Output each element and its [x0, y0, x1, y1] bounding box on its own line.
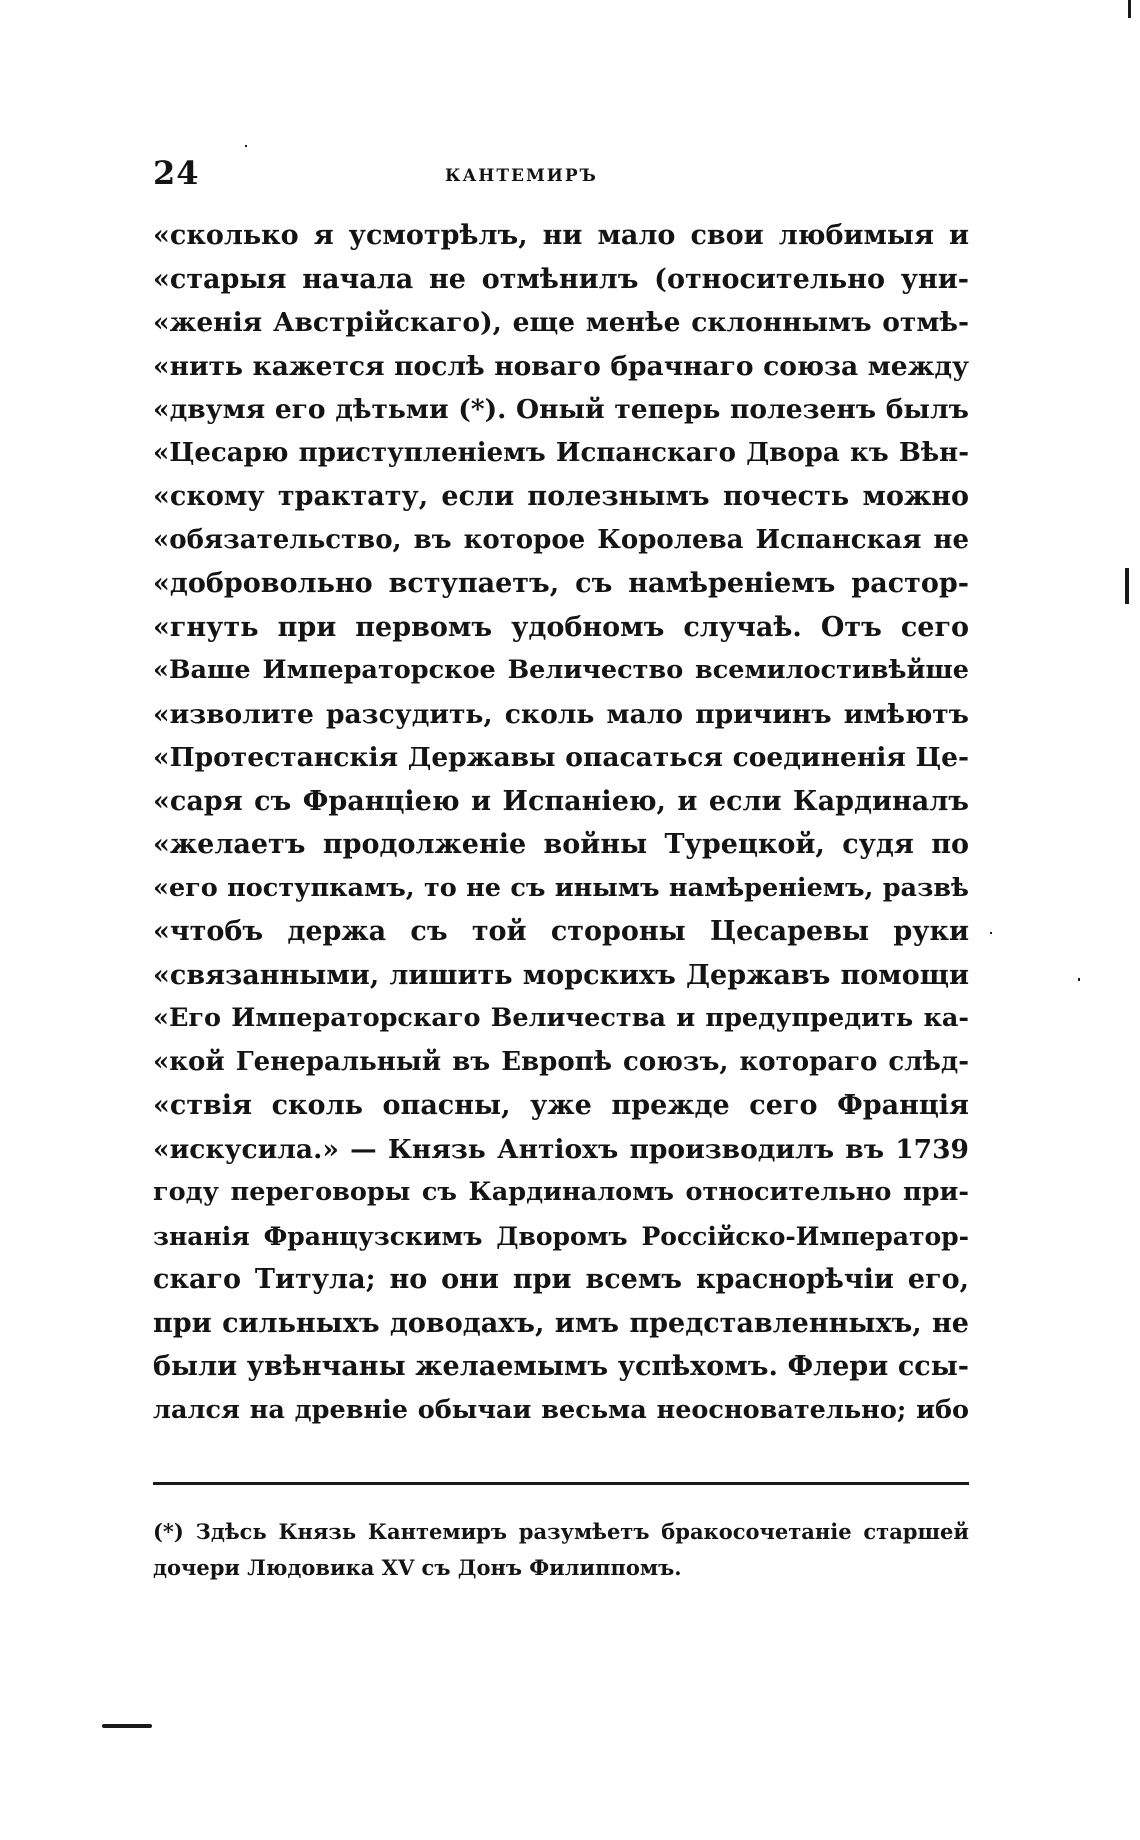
- text-line: «двумя его дѣтьми (*). Оный теперь полезенъ былъ: [153, 394, 969, 425]
- scan-mark: [245, 145, 247, 147]
- text-line: скаго Титула; но они при всемъ краснорѣчіи его,: [153, 1264, 969, 1295]
- text-line: лался на древніе обычаи весьма неосновательно; ибо: [153, 1394, 969, 1425]
- text-line: «женія Австрійскаго), еще менѣе склоннымъ отмѣ-: [153, 307, 969, 338]
- text-line: «старыя начала не отмѣнилъ (относительно уни-: [153, 263, 969, 295]
- text-line: «связанными, лишить морскихъ Державъ помощи: [153, 959, 969, 991]
- text-line: при сильныхъ доводахъ, имъ представленныхъ, не: [153, 1307, 969, 1339]
- text-line: были увѣнчаны желаемымъ успѣхомъ. Флери ссы-: [153, 1351, 969, 1382]
- text-line: «Ваше Императорское Величество всемилостивѣйше: [153, 655, 969, 685]
- text-line: «Его Императорскаго Величества и предупредить ка-: [153, 1003, 969, 1033]
- scan-mark: [102, 1724, 152, 1728]
- text-line: «искусила.» — Князь Антіохъ производилъ въ 1739: [153, 1133, 969, 1165]
- text-line: «обязательство, въ которое Королева Испанская не: [153, 524, 969, 555]
- text-line: «сколько я усмотрѣлъ, ни мало свои любимыя и: [153, 220, 969, 251]
- scan-mark: [990, 932, 992, 934]
- text-line: «его поступкамъ, то не съ инымъ намѣреніемъ, развѣ: [153, 872, 969, 903]
- footnote-line: дочери Людовика XV съ Донъ Филиппомъ.: [153, 1555, 682, 1580]
- text-line: «чтобъ держа съ той стороны Цесаревы руки: [153, 916, 969, 947]
- text-line: знанія Французскимъ Дворомъ Россійско-Император-: [153, 1221, 969, 1251]
- text-line: «кой Генеральный въ Европѣ союзъ, котораго слѣд-: [153, 1046, 969, 1077]
- text-line: «добровольно вступаетъ, съ намѣреніемъ растор-: [153, 568, 969, 599]
- text-line: «Цесарю приступленіемъ Испанскаго Двора къ Вѣн-: [153, 437, 969, 468]
- text-line: «Протестанскія Державы опасаться соединенія Це-: [153, 742, 969, 773]
- text-line: «саря съ Франціею и Испаніею, и если Кардиналъ: [153, 785, 969, 817]
- running-head: КАНТЕМИРЪ: [445, 166, 598, 186]
- text-line: году переговоры съ Кардиналомъ относительно при-: [153, 1177, 969, 1207]
- text-line: «скому трактату, если полезнымъ почесть можно: [153, 481, 969, 512]
- scan-mark: [1128, 0, 1131, 18]
- main-text: [153, 214, 969, 1432]
- scan-mark: [1125, 568, 1129, 604]
- text-line: «желаетъ продолженіе войны Турецкой, судя по: [153, 829, 969, 860]
- page-number: 24: [153, 154, 200, 192]
- footnote: [153, 1514, 969, 1586]
- text-line: «нить кажется послѣ новаго брачнаго союза между: [153, 350, 969, 382]
- footnote-rule: [153, 1482, 969, 1485]
- footnote-line: (*) Здѣсь Князь Кантемиръ разумѣетъ бракосочетаніе старшей: [153, 1519, 969, 1544]
- text-line: «гнуть при первомъ удобномъ случаѣ. Отъ сего: [153, 611, 969, 643]
- text-line: «ствія сколь опасны, уже прежде сего Франція: [153, 1090, 969, 1121]
- scan-mark: [1078, 978, 1080, 981]
- text-line: «изволите разсудить, сколь мало причинъ имѣютъ: [153, 698, 969, 730]
